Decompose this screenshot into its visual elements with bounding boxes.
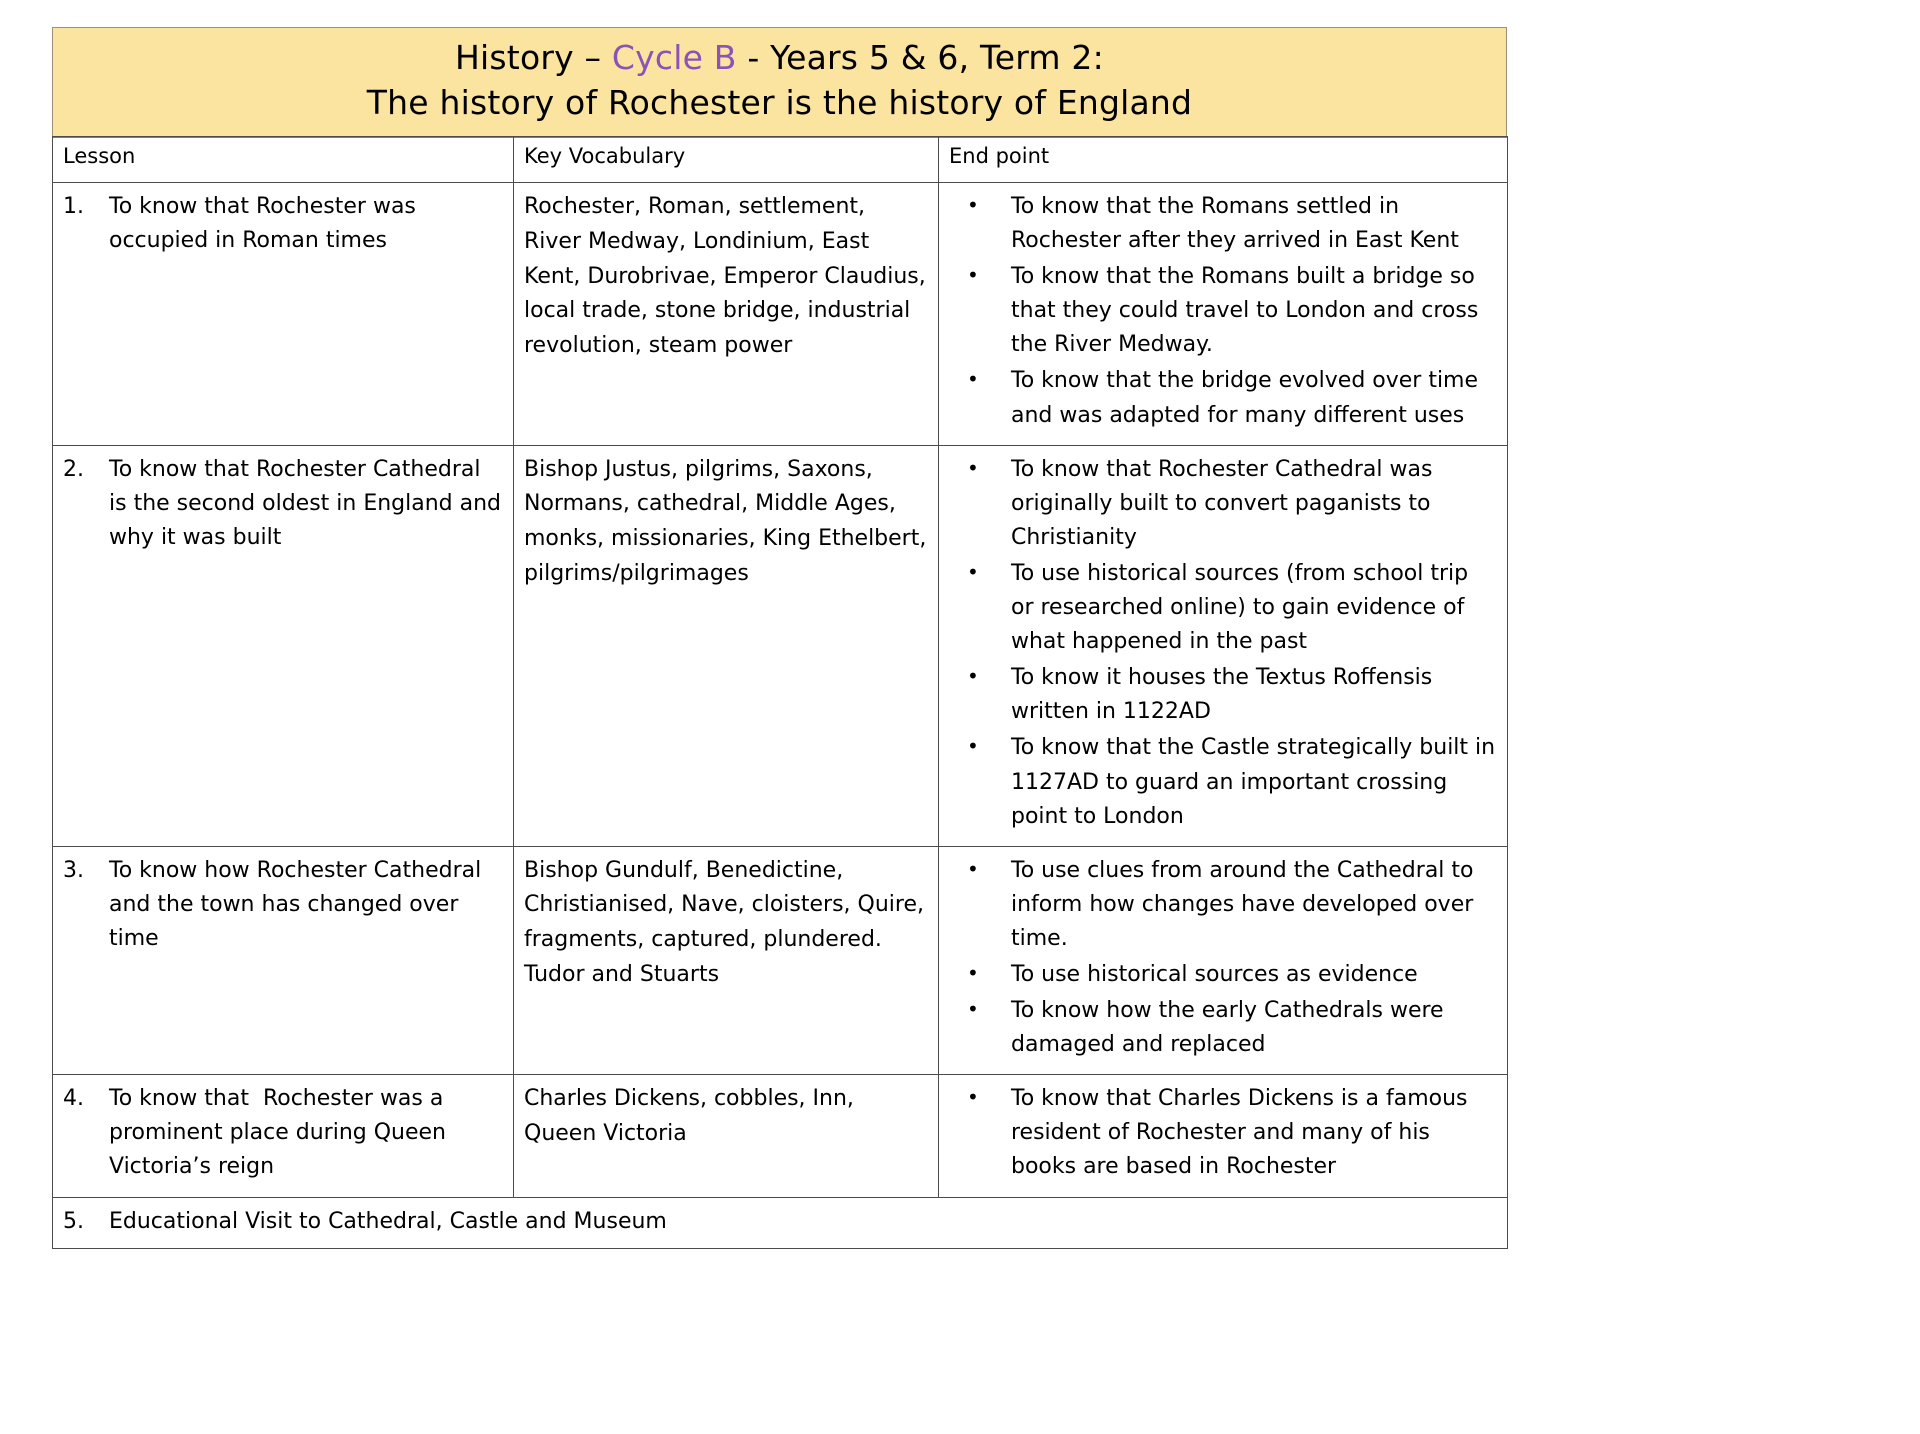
key-vocabulary-cell: Rochester, Roman, settlement, River Medway, Londinium, East Kent, Durobrivae, Emperor Claudius, local trade, stone bridge, industrial revolution, steam power	[514, 183, 939, 446]
lesson-number: 3.	[63, 857, 84, 883]
lesson-number: 1.	[63, 194, 84, 219]
end-point-cell	[939, 183, 1508, 446]
column-header-lesson: Lesson	[53, 137, 514, 183]
lesson-cell	[53, 183, 514, 446]
end-point-cell	[939, 846, 1508, 1075]
lesson-number: 4.	[63, 1086, 84, 1112]
lesson-cell	[53, 1075, 514, 1197]
educational-visit-cell	[53, 1197, 1508, 1248]
lesson-objective: To know that Rochester Cathedral is the second oldest in England and why it was built	[109, 456, 509, 550]
end-point-item: • To know that Rochester Cathedral was originally built to convert paganists to Christianity	[949, 453, 1497, 555]
title-subject: History –	[455, 38, 612, 77]
end-point-list	[949, 453, 1503, 834]
end-point-list	[949, 854, 1497, 1063]
table-row	[53, 445, 1508, 846]
end-point-item: • To know that the Romans settled in Rochester after they arrived in East Kent	[949, 190, 1497, 258]
table-row	[53, 846, 1508, 1075]
table-row	[53, 183, 1508, 446]
end-point-item: • To use historical sources as evidence	[949, 958, 1497, 992]
end-point-item: • To use historical sources (from school trip or researched online) to gain evidence of what happened in the past	[949, 557, 1497, 659]
column-header-key-vocabulary: Key Vocabulary	[514, 137, 939, 183]
lesson-cell	[53, 846, 514, 1075]
lesson-cell	[53, 445, 514, 846]
end-point-item: • To know it houses the Textus Roffensis written in 1122AD	[949, 661, 1497, 729]
end-point-item: • To know that Charles Dickens is a famous resident of Rochester and many of his books are based in Rochester	[949, 1082, 1497, 1184]
key-vocabulary-cell: Bishop Gundulf, Benedictine, Christianised, Nave, cloisters, Quire, fragments, captured, plundered. Tudor and Stuarts	[514, 846, 939, 1075]
lesson-number: 2.	[63, 456, 84, 482]
end-point-cell	[939, 445, 1508, 846]
curriculum-table-wrapper	[52, 136, 1507, 1249]
curriculum-table	[52, 136, 1508, 1249]
column-header-end-point: End point	[939, 137, 1508, 183]
end-point-list	[949, 1082, 1497, 1184]
title-years-term: - Years 5 & 6, Term 2:	[736, 38, 1104, 77]
end-point-item: • To use clues from around the Cathedral to inform how changes have developed over time.	[949, 854, 1497, 956]
lesson-objective: To know that Rochester was occupied in Roman times	[109, 194, 423, 254]
lesson-objective: To know that Rochester was a prominent place during Queen Victoria’s reign	[109, 1086, 453, 1180]
end-point-item: • To know that the Romans built a bridge so that they could travel to London and cross the River Medway.	[949, 260, 1497, 362]
end-point-item: • To know how the early Cathedrals were damaged and replaced	[949, 994, 1497, 1062]
end-point-item: • To know that the bridge evolved over time and was adapted for many different uses	[949, 364, 1497, 432]
key-vocabulary-cell: Bishop Justus, pilgrims, Saxons, Normans, cathedral, Middle Ages, monks, missionaries, King Ethelbert, pilgrims/pilgrimages	[514, 445, 939, 846]
lesson-objective: Educational Visit to Cathedral, Castle and Museum	[109, 1208, 667, 1234]
table-header-row	[53, 137, 1508, 183]
lesson-objective: To know how Rochester Cathedral and the town has changed over time	[109, 857, 489, 951]
key-vocabulary-cell: Charles Dickens, cobbles, Inn, Queen Victoria	[514, 1075, 939, 1197]
page-title-line-1	[63, 36, 1496, 81]
title-cycle-label: Cycle B	[611, 38, 737, 77]
end-point-cell	[939, 1075, 1508, 1197]
lesson-number: 5.	[63, 1208, 84, 1234]
table-row	[53, 1075, 1508, 1197]
table-row-final	[53, 1197, 1508, 1248]
end-point-list	[949, 190, 1497, 433]
title-banner	[52, 27, 1507, 138]
end-point-item: • To know that the Castle strategically built in 1127AD to guard an important crossing point to London	[949, 731, 1497, 833]
page-title-line-2: The history of Rochester is the history of England	[366, 82, 1193, 122]
